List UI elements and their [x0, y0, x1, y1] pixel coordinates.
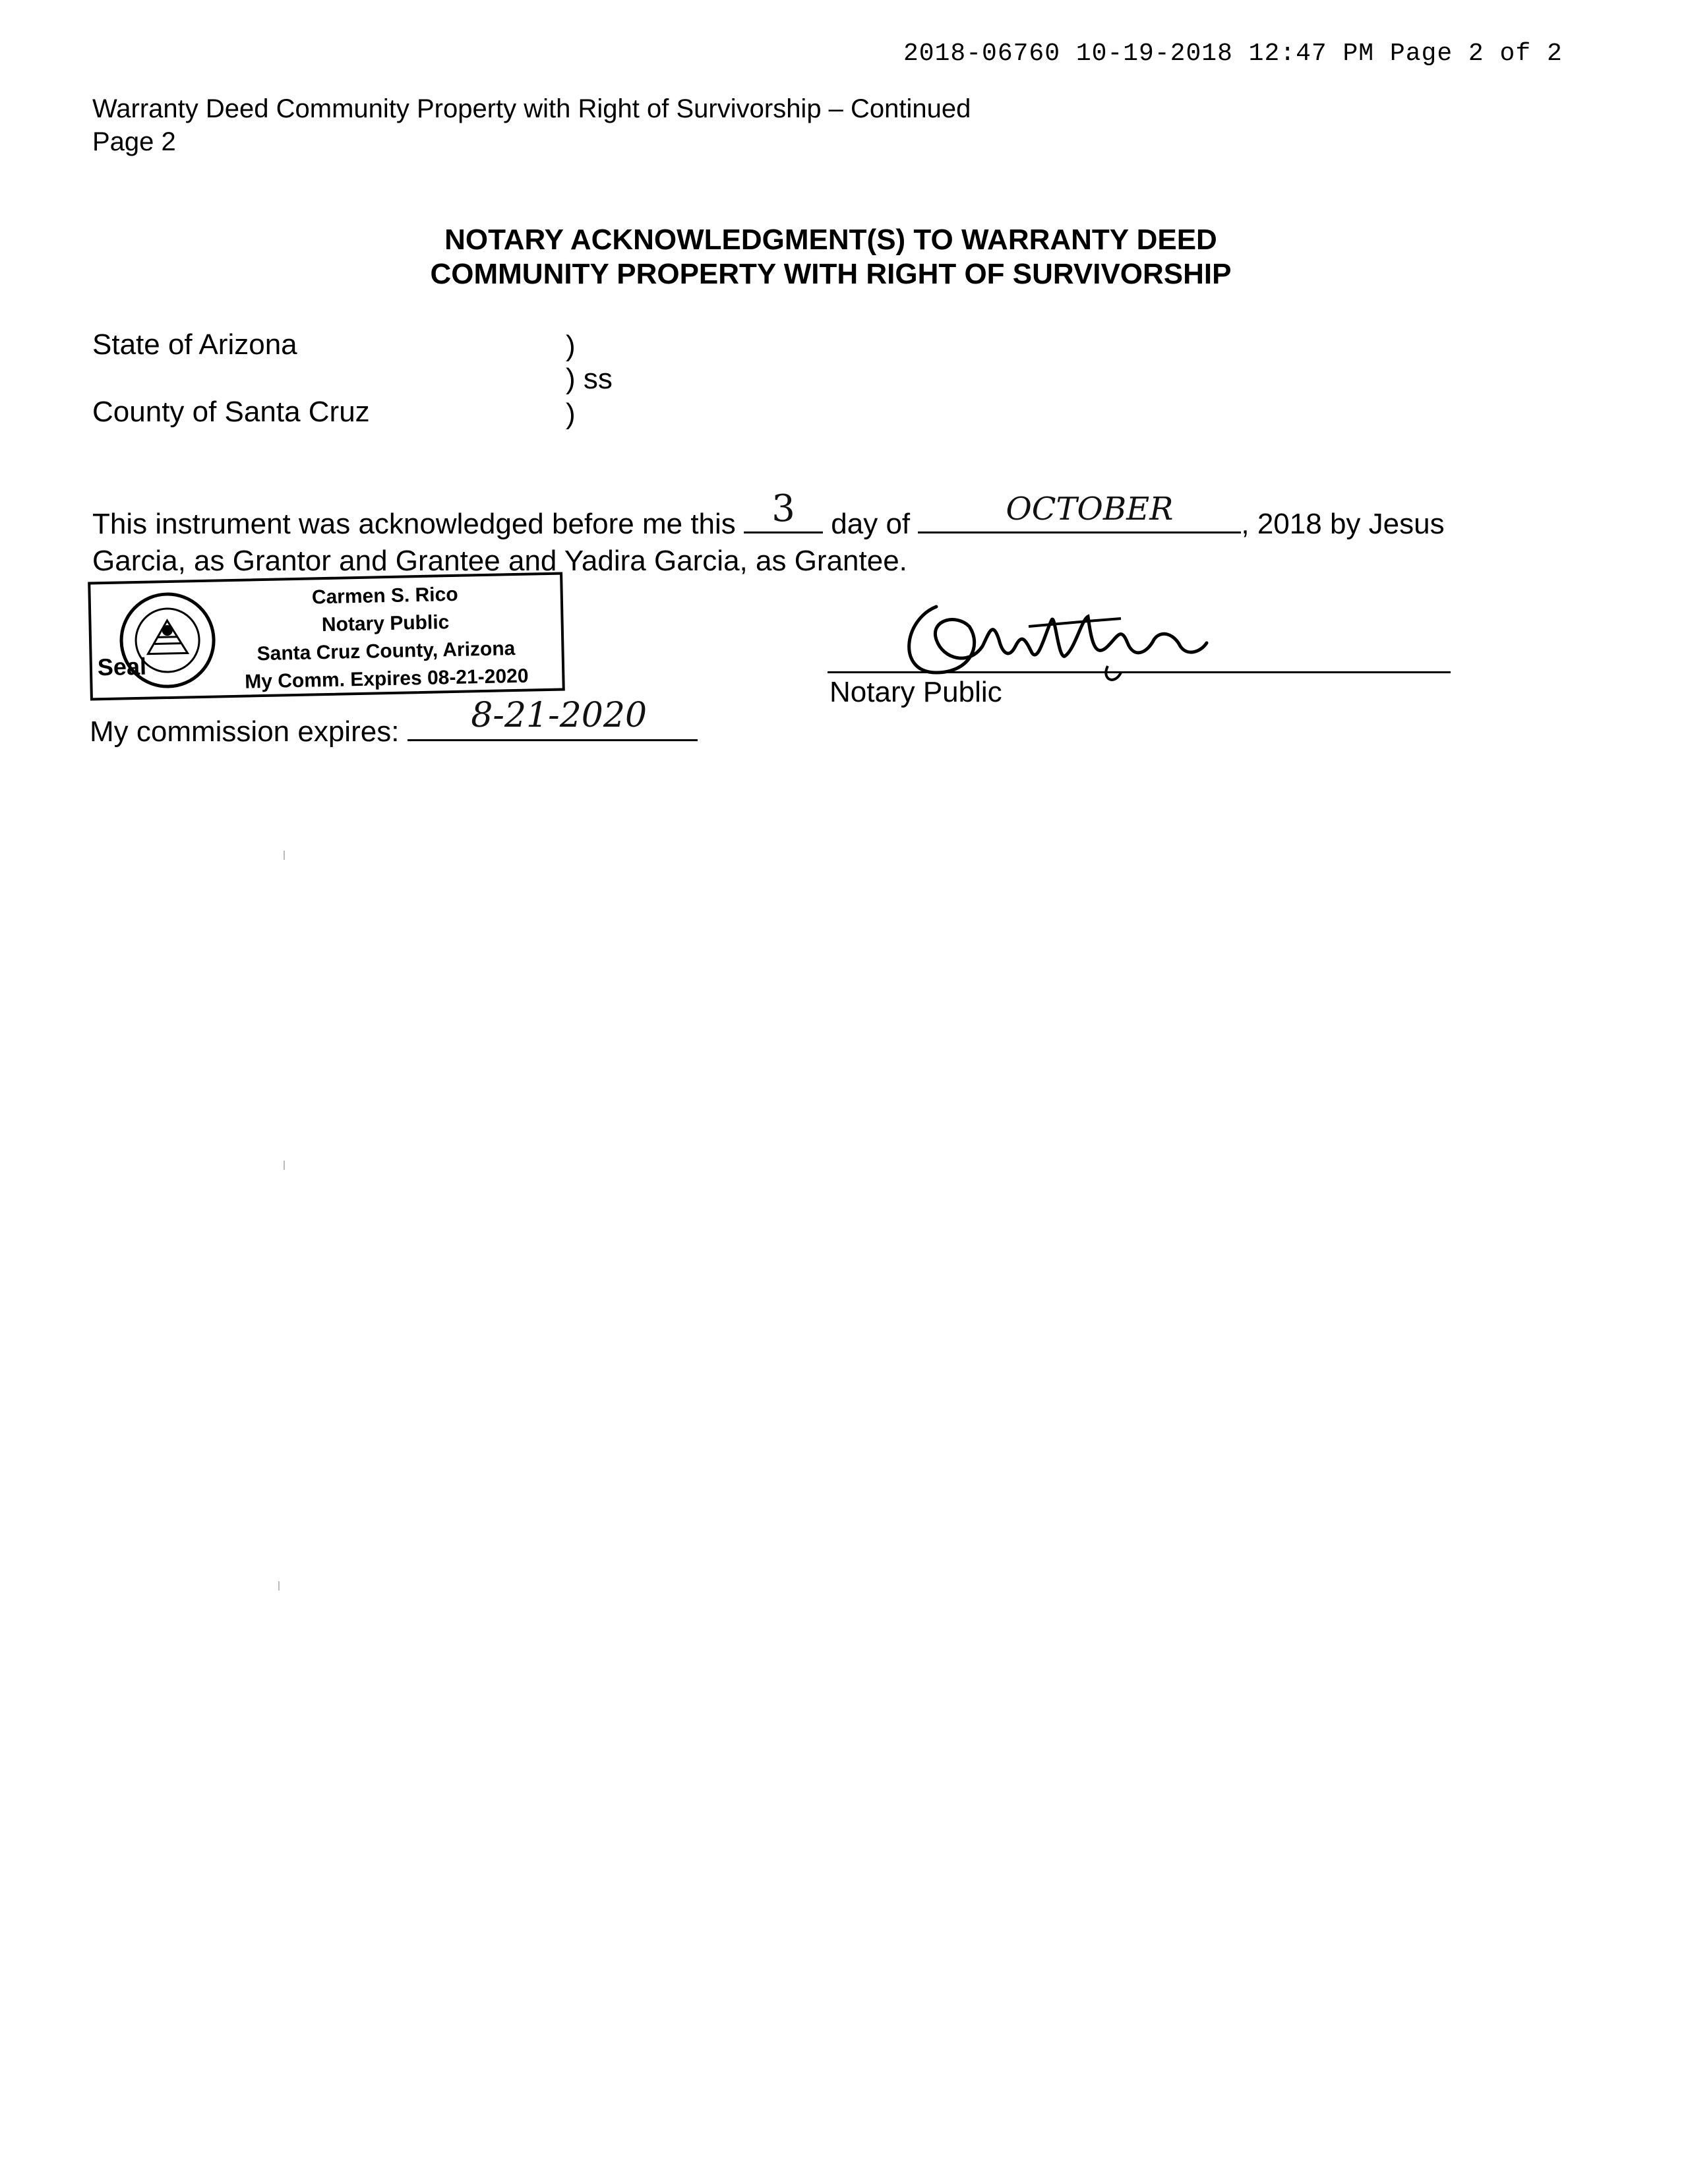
month-blank — [918, 491, 1241, 533]
running-head — [92, 92, 971, 158]
running-head-title: Warranty Deed Community Property with Right of Survivorship – Continued — [92, 94, 971, 123]
scan-speck — [284, 851, 285, 860]
handwritten-month: OCTOBER — [1006, 491, 1174, 528]
venue-paren-3: ) — [566, 398, 576, 430]
notary-public-label: Notary Public — [829, 676, 1002, 708]
handwritten-expiration: 8-21-2020 — [471, 696, 648, 735]
commission-label: My commission expires: — [90, 715, 400, 748]
signature-line — [828, 671, 1451, 673]
ack-text-before-day: This instrument was acknowledged before me this — [92, 508, 736, 540]
notary-stamp — [88, 572, 565, 700]
notary-county: Santa Cruz County, Arizona — [256, 638, 516, 665]
venue-state: State of Arizona — [92, 328, 297, 361]
handwritten-day: 3 — [771, 487, 795, 530]
ack-text-after-month: , 2018 by Jesus — [1241, 508, 1445, 540]
commission-blank — [407, 696, 698, 741]
title-line-2: COMMUNITY PROPERTY WITH RIGHT OF SURVIVORSHIP — [430, 258, 1232, 290]
venue-paren-ss: ) ss — [566, 363, 613, 395]
acknowledgment-line-2: Garcia, as Grantor and Grantee and Yadira Garcia, as Grantee. — [92, 545, 907, 577]
venue-paren-1: ) — [566, 330, 576, 362]
seal-word: Seal — [97, 652, 147, 681]
recording-stamp: 2018-06760 10-19-2018 12:47 PM Page 2 of 2 — [903, 40, 1563, 68]
day-blank — [744, 487, 823, 533]
notary-name: Carmen S. Rico — [311, 583, 458, 609]
document-title — [0, 223, 1662, 291]
commission-expires — [90, 696, 698, 748]
venue-county: County of Santa Cruz — [92, 396, 370, 428]
acknowledgment-line-1 — [92, 487, 1445, 543]
notary-stamp-text — [222, 579, 549, 696]
scan-speck — [278, 1581, 280, 1591]
notary-comm-expires: My Comm. Expires 08-21-2020 — [244, 665, 529, 693]
ack-text-day-of: day of — [831, 508, 911, 540]
acknowledgment-paragraph — [92, 487, 1445, 580]
notary-title: Notary Public — [321, 611, 450, 636]
title-line-1: NOTARY ACKNOWLEDGMENT(S) TO WARRANTY DEED — [444, 224, 1217, 256]
running-head-page: Page 2 — [92, 127, 176, 156]
scan-speck — [284, 1161, 285, 1170]
